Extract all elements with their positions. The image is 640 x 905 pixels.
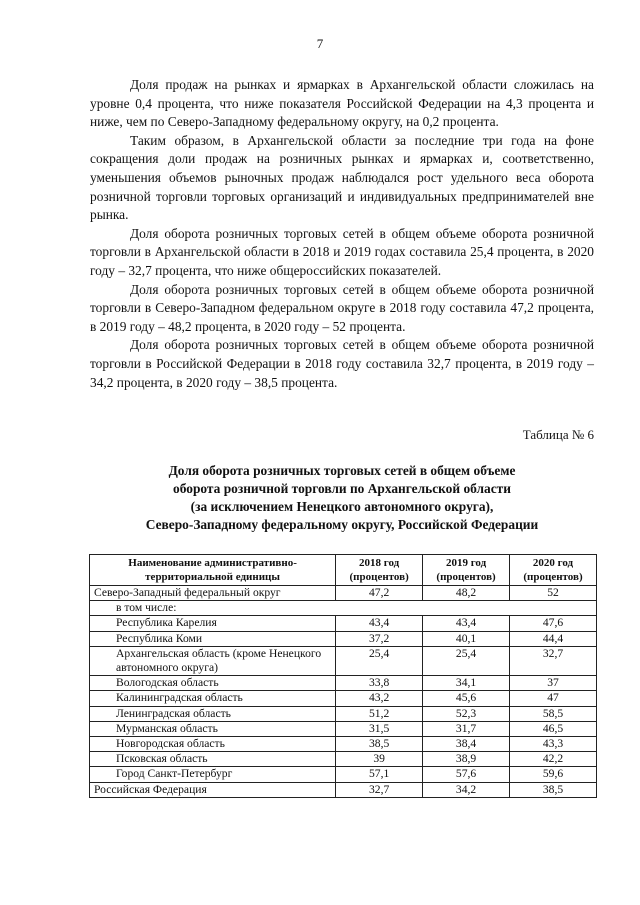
table-row [90, 631, 597, 646]
value-2018: 43,4 [336, 616, 423, 631]
value-2019: 25,4 [423, 646, 510, 675]
table-title-line: оборота розничной торговли по Архангельской области [173, 481, 511, 496]
row-name: Архангельская область (кроме Ненецкого автономного округа) [90, 646, 336, 675]
paragraph: Доля продаж на рынках и ярмарках в Архангельской области сложилась на уровне 0,4 процента, что ниже показателя Российской Федерации на 4,3 процента и ниже, чем по Северо-Западному федеральному округу, на 0,2 процента. [90, 77, 594, 130]
value-2020: 43,3 [510, 737, 597, 752]
table-row [90, 646, 597, 675]
row-name: Северо-Западный федеральный округ [90, 586, 336, 601]
page-number: 7 [316, 36, 324, 51]
body-text [90, 76, 594, 392]
value-2018: 43,2 [336, 691, 423, 706]
row-name: Российская Федерация [90, 782, 336, 797]
paragraph: Доля оборота розничных торговых сетей в общем объеме оборота розничной торговли в Российской Федерации в 2018 году составила 32,7 процента, в 2019 году – 34,2 процента, в 2020 году – 38,5 процента. [90, 337, 594, 390]
table-title-line: Доля оборота розничных торговых сетей в общем объеме [168, 463, 516, 478]
row-name: Новгородская область [90, 737, 336, 752]
value-2018: 32,7 [336, 782, 423, 797]
value-2019: 52,3 [423, 706, 510, 721]
value-2018: 38,5 [336, 737, 423, 752]
table-row [90, 691, 597, 706]
table-row [90, 706, 597, 721]
value-2020: 44,4 [510, 631, 597, 646]
table-row-russia [90, 782, 597, 797]
row-name: Республика Карелия [90, 616, 336, 631]
table-title-line: (за исключением Ненецкого автономного округа), [190, 499, 494, 514]
row-name: Республика Коми [90, 631, 336, 646]
header-name: Наименование административно-территориальной единицы [90, 555, 336, 586]
value-2019: 40,1 [423, 631, 510, 646]
table-title-line: Северо-Западному федеральному округу, Российской Федерации [145, 517, 539, 532]
value-2020: 38,5 [510, 782, 597, 797]
value-2019: 31,7 [423, 721, 510, 736]
value-2018: 37,2 [336, 631, 423, 646]
header-2019: 2019 год (процентов) [423, 555, 510, 586]
value-2020: 32,7 [510, 646, 597, 675]
table-row [90, 721, 597, 736]
value-2020: 46,5 [510, 721, 597, 736]
table-row [90, 676, 597, 691]
value-2018: 57,1 [336, 767, 423, 782]
value-2020: 47,6 [510, 616, 597, 631]
paragraph: Доля оборота розничных торговых сетей в общем объеме оборота розничной торговли в Архангельской области в 2018 и 2019 годах составила 25,4 процента, в 2020 году – 32,7 процента, что ниже общероссийских показателей. [90, 225, 594, 278]
value-2018: 31,5 [336, 721, 423, 736]
row-name: Город Санкт-Петербург [90, 767, 336, 782]
value-2018: 47,2 [336, 586, 423, 601]
value-2018: 33,8 [336, 676, 423, 691]
table-row [90, 737, 597, 752]
value-2019: 34,1 [423, 676, 510, 691]
header-2018: 2018 год (процентов) [336, 555, 423, 586]
header-2020: 2020 год (процентов) [510, 555, 597, 586]
value-2019: 38,4 [423, 737, 510, 752]
value-2020: 47 [510, 691, 597, 706]
table-row [90, 767, 597, 782]
value-2019: 43,4 [423, 616, 510, 631]
value-2019: 45,6 [423, 691, 510, 706]
table-caption: Таблица № 6 [522, 427, 594, 442]
paragraph: Таким образом, в Архангельской области за последние три года на фоне сокращения доли продаж на розничных рынках и ярмарках и, соответственно, уменьшения объемов рыночных продаж наблюдался рост удельного веса оборота розничной торговли торговых организаций и индивидуальных предпринимателей вне рынка. [90, 132, 594, 223]
paragraph: Доля оборота розничных торговых сетей в общем объеме оборота розничной торговли в Северо-Западном федеральном округе в 2018 году составила 47,2 процента, в 2019 году – 48,2 процента, в 2020 году – 52 процента. [90, 281, 594, 334]
table-row [90, 616, 597, 631]
value-2020: 59,6 [510, 767, 597, 782]
value-2020: 42,2 [510, 752, 597, 767]
value-2019: 57,6 [423, 767, 510, 782]
value-2019: 48,2 [423, 586, 510, 601]
value-2018: 25,4 [336, 646, 423, 675]
table-header-row [90, 555, 597, 586]
value-2018: 39 [336, 752, 423, 767]
value-2019: 34,2 [423, 782, 510, 797]
table-row-district [90, 586, 597, 601]
value-2020: 52 [510, 586, 597, 601]
including-label: в том числе: [90, 601, 336, 616]
data-table [89, 554, 597, 798]
table-row-including [90, 601, 597, 616]
value-2020: 58,5 [510, 706, 597, 721]
table-title [90, 462, 594, 534]
value-2020: 37 [510, 676, 597, 691]
row-name: Ленинградская область [90, 706, 336, 721]
row-name: Калининградская область [90, 691, 336, 706]
row-name: Псковская область [90, 752, 336, 767]
row-name: Мурманская область [90, 721, 336, 736]
row-name: Вологодская область [90, 676, 336, 691]
table-row [90, 752, 597, 767]
value-2018: 51,2 [336, 706, 423, 721]
value-2019: 38,9 [423, 752, 510, 767]
